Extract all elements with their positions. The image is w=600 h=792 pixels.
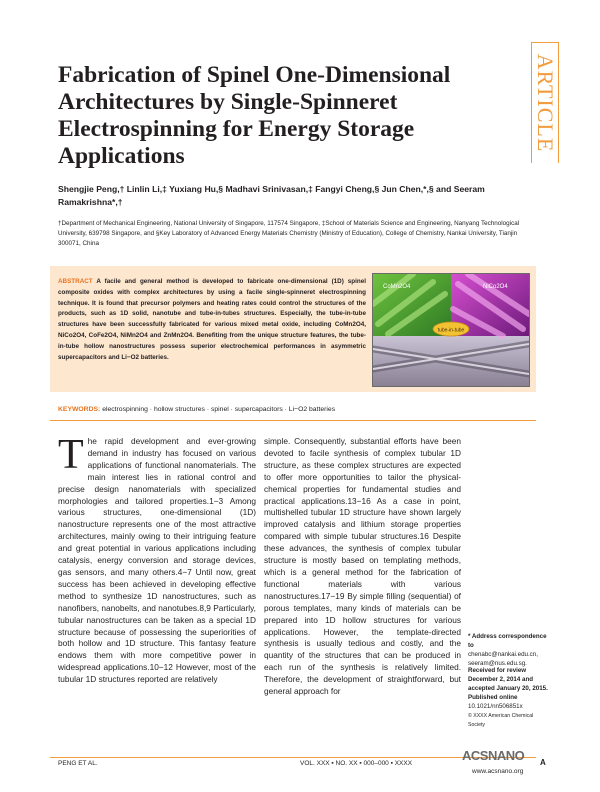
body-text-col2: simple. Consequently, substantial efforts have been devoted to facile synthesis of complex tubular 1D structure, as these complex structures are expected to offer more opportunities to tailor the physical-chemical properties for fundamental studies and practical applications.13−16 As a case in point, multishelled tubular 1D structure have shown largely improved catalysis and lithium storage properties compared with simple tubular structures.16 Despite these advances, the synthesis of complex tubular structure is mostly based on templating methods, which is a general method for the fabrication of functional materials with various nanostructures.17−19 By simple filling (sequential) of porous templates, many kinds of materials can be prepared into 1D hollow structures for various applications. However, the template-directed synthesis is usually tedious and costly, and the quantity of the structures that can be produced in each run of the synthesis is relatively limited. Therefore, the development of straightforward, but general approach for	[264, 436, 461, 697]
toc-graphic-svg	[373, 274, 529, 386]
doi: 10.1021/nn506851x	[468, 703, 523, 710]
footer-author: PENG ET AL.	[58, 760, 98, 767]
abstract	[58, 277, 366, 363]
body-column-1	[58, 432, 256, 686]
affiliations: †Department of Mechanical Engineering, National University of Singapore, 117574 Singapore, ‡School of Materials Science and Engineering, Nanyang Technological University, 639798 Singapore, and §Key Laboratory of Advanced Energy Materials Chemistry (Ministry of Education), College of Chemistry, Nankai University, Tianjin 300071, China	[58, 220, 520, 247]
published-label: Published online	[468, 694, 518, 701]
acsnano-logo: ACSNANO	[462, 748, 525, 763]
toc-right-label: NiCo2O4	[483, 284, 508, 290]
body-column-2	[264, 436, 461, 698]
correspondence-title: * Address correspondence to	[468, 633, 547, 649]
page-letter: A	[540, 758, 546, 767]
article-side-tab	[531, 42, 559, 163]
section-divider	[50, 420, 536, 421]
abstract-label: ABSTRACT	[58, 278, 93, 285]
keywords-label: KEYWORDS:	[58, 406, 101, 413]
toc-graphic	[372, 273, 530, 387]
toc-left-label: CoMn2O4	[383, 284, 411, 290]
abstract-body: A facile and general method is developed to fabricate one-dimensional (1D) spinel composite oxides with complex architectures by using a facile single-spinneret electrospinning technique. It is found that precursor polymers and heating rates could control the structures of the products, such as 1D solid, nanotube and tube-in-tubes structures. Especially, the tube-in-tube structures have been successfully fabricated for various mixed metal oxide, including CoMn2O4, NiCo2O4, CoFe2O4, NiMn2O4 and ZnMn2O4. Benefiting from the unique structure features, the tube-in-tube hollow nanostructures possess superior electrochemical performances in asymmetric supercapacitors and Li−O2 batteries.	[58, 278, 366, 361]
toc-center-label: tube-in-tube	[437, 327, 465, 334]
drop-cap: T	[58, 432, 84, 478]
footer-volume: VOL. XXX ▪ NO. XX ▪ 000–000 ▪ XXXX	[300, 760, 413, 767]
keywords	[58, 406, 528, 413]
keywords-list: electrospinning · hollow structures · spinel · supercapacitors · Li−O2 batteries	[102, 406, 336, 413]
footer-url: www.acsnano.org	[472, 768, 524, 775]
correspondence-emails: chenabc@nankai.edu.cn, seeram@nus.edu.sg.	[468, 651, 538, 667]
paper-title: Fabrication of Spinel One-Dimensional Architectures by Single-Spinneret Electrospinning for Energy Storage Applications	[58, 62, 451, 169]
received-note: Received for review December 2, 2014 and accepted January 20, 2015.	[468, 667, 548, 692]
body-text-col1: he rapid development and ever-growing demand in industry has focused on various applications of functional nanomaterials. The main interest lies in rational control and precise design nanomaterials with specialized morphologies and tailored properties.1−3 Among various structures, one-dimensional (1D) nanostructure represents one of the most attractive architectures, mainly owing to their intriguing feature and great potential in various applications including catalysis, energy conversion and storage devices, gas sensors, and many others.4−7 Until now, great success has been achieved in developing effective method to synthesize 1D nanostructures, such as nanofibers, nanobelts, and nanotubes.8,9 Particularly, tubular nanostructures can be taken as a special 1D structure because of possessing the superiorities of both hollow and 1D structure. This fantasy feature endows them with more competitive power in widespread applications.10−12 However, most of the tubular 1D structures reported are relatively	[58, 436, 256, 685]
published-note	[468, 693, 548, 711]
correspondence-note	[468, 632, 548, 668]
side-tab-label: ARTICLE	[533, 53, 558, 153]
copyright: © XXXX American Chemical Society	[468, 713, 534, 728]
author-list: Shengjie Peng,† Linlin Li,‡ Yuxiang Hu,§ Madhavi Srinivasan,‡ Fangyi Cheng,§ Jun Chen,*,§ and Seeram Ramakrishna*,†	[58, 184, 485, 207]
